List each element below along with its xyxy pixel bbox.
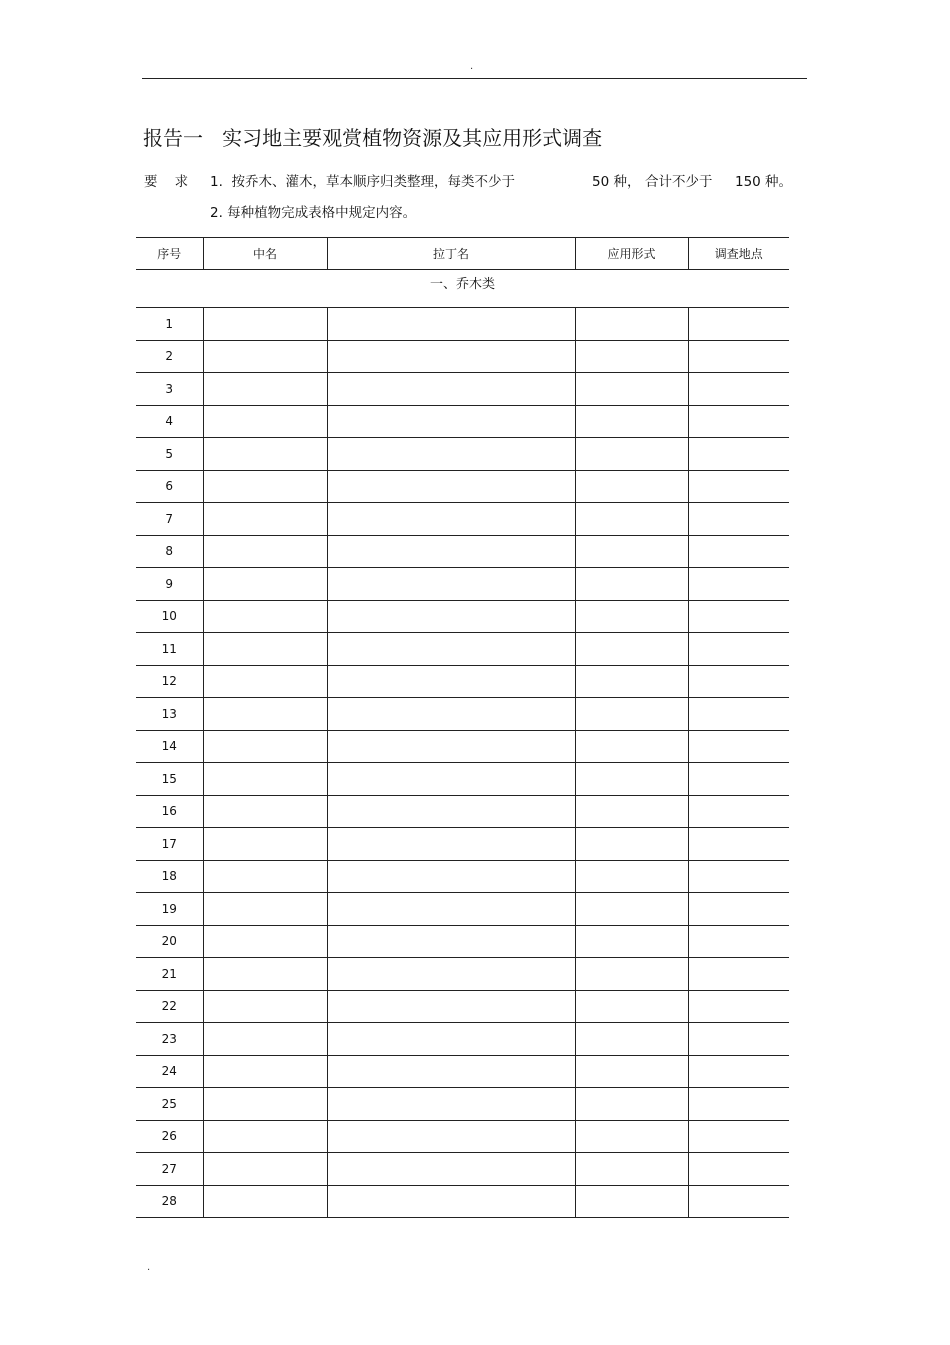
table-row — [136, 1185, 789, 1218]
survey-location-cell[interactable] — [688, 373, 789, 406]
latin-name-cell[interactable] — [327, 405, 575, 438]
latin-name-cell[interactable] — [327, 828, 575, 861]
survey-location-cell[interactable] — [688, 893, 789, 926]
latin-name-cell[interactable] — [327, 633, 575, 666]
table-row — [136, 1153, 789, 1186]
column-header-latin-name: 拉丁名 — [327, 238, 575, 270]
row-index: 16 — [136, 795, 203, 828]
table-row — [136, 308, 789, 341]
table-row — [136, 1023, 789, 1056]
row-index: 5 — [136, 438, 203, 471]
table-row — [136, 665, 789, 698]
row-index: 21 — [136, 958, 203, 991]
chinese-name-cell[interactable] — [203, 1185, 327, 1218]
chinese-name-cell[interactable] — [203, 1055, 327, 1088]
survey-location-cell[interactable] — [688, 503, 789, 536]
row-index: 13 — [136, 698, 203, 731]
application-form-cell[interactable] — [575, 633, 688, 666]
table-row — [136, 958, 789, 991]
chinese-name-cell[interactable] — [203, 925, 327, 958]
table-row — [136, 633, 789, 666]
table-row — [136, 503, 789, 536]
application-form-cell[interactable] — [575, 568, 688, 601]
application-form-cell[interactable] — [575, 1185, 688, 1218]
latin-name-cell[interactable] — [327, 535, 575, 568]
chinese-name-cell[interactable] — [203, 340, 327, 373]
row-index: 20 — [136, 925, 203, 958]
requirement-2-text: 2. 每种植物完成表格中规定内容。 — [210, 205, 417, 221]
application-form-cell[interactable] — [575, 893, 688, 926]
latin-name-cell[interactable] — [327, 795, 575, 828]
chinese-name-cell[interactable] — [203, 665, 327, 698]
survey-location-cell[interactable] — [688, 1023, 789, 1056]
column-header-index: 序号 — [136, 238, 203, 270]
column-header-survey-location: 调查地点 — [688, 238, 789, 270]
latin-name-cell[interactable] — [327, 308, 575, 341]
row-index: 9 — [136, 568, 203, 601]
application-form-cell[interactable] — [575, 665, 688, 698]
header-mark: . — [470, 61, 474, 72]
row-index: 19 — [136, 893, 203, 926]
latin-name-cell[interactable] — [327, 438, 575, 471]
survey-location-cell[interactable] — [688, 535, 789, 568]
column-header-application-form: 应用形式 — [575, 238, 688, 270]
table-row — [136, 405, 789, 438]
row-index: 6 — [136, 470, 203, 503]
row-index: 18 — [136, 860, 203, 893]
survey-location-cell[interactable] — [688, 600, 789, 633]
chinese-name-cell[interactable] — [203, 730, 327, 763]
latin-name-cell[interactable] — [327, 568, 575, 601]
survey-location-cell[interactable] — [688, 958, 789, 991]
table-header-row — [136, 238, 789, 270]
row-index: 28 — [136, 1185, 203, 1218]
application-form-cell[interactable] — [575, 795, 688, 828]
row-index: 1 — [136, 308, 203, 341]
chinese-name-cell[interactable] — [203, 503, 327, 536]
latin-name-cell[interactable] — [327, 763, 575, 796]
table-row — [136, 1055, 789, 1088]
chinese-name-cell[interactable] — [203, 633, 327, 666]
application-form-cell[interactable] — [575, 730, 688, 763]
latin-name-cell[interactable] — [327, 893, 575, 926]
row-index: 17 — [136, 828, 203, 861]
application-form-cell[interactable] — [575, 1055, 688, 1088]
survey-location-cell[interactable] — [688, 860, 789, 893]
category-label: 一、乔木类 — [136, 270, 789, 308]
table-row — [136, 730, 789, 763]
table-row — [136, 1120, 789, 1153]
chinese-name-cell[interactable] — [203, 958, 327, 991]
survey-location-cell[interactable] — [688, 438, 789, 471]
application-form-cell[interactable] — [575, 308, 688, 341]
application-form-cell[interactable] — [575, 340, 688, 373]
table-row — [136, 568, 789, 601]
latin-name-cell[interactable] — [327, 1153, 575, 1186]
row-index: 15 — [136, 763, 203, 796]
footer-mark: . — [147, 1262, 151, 1273]
row-index: 25 — [136, 1088, 203, 1121]
table-row — [136, 860, 789, 893]
survey-location-cell[interactable] — [688, 665, 789, 698]
application-form-cell[interactable] — [575, 503, 688, 536]
latin-name-cell[interactable] — [327, 1055, 575, 1088]
application-form-cell[interactable] — [575, 535, 688, 568]
latin-name-cell[interactable] — [327, 600, 575, 633]
latin-name-cell[interactable] — [327, 470, 575, 503]
table-row — [136, 1088, 789, 1121]
chinese-name-cell[interactable] — [203, 373, 327, 406]
chinese-name-cell[interactable] — [203, 860, 327, 893]
row-index: 10 — [136, 600, 203, 633]
application-form-cell[interactable] — [575, 828, 688, 861]
chinese-name-cell[interactable] — [203, 828, 327, 861]
chinese-name-cell[interactable] — [203, 438, 327, 471]
chinese-name-cell[interactable] — [203, 1153, 327, 1186]
latin-name-cell[interactable] — [327, 925, 575, 958]
survey-location-cell[interactable] — [688, 340, 789, 373]
application-form-cell[interactable] — [575, 405, 688, 438]
survey-location-cell[interactable] — [688, 828, 789, 861]
table-row — [136, 600, 789, 633]
row-index: 27 — [136, 1153, 203, 1186]
latin-name-cell[interactable] — [327, 340, 575, 373]
latin-name-cell[interactable] — [327, 1185, 575, 1218]
table-body — [136, 308, 789, 1218]
application-form-cell[interactable] — [575, 763, 688, 796]
latin-name-cell[interactable] — [327, 1088, 575, 1121]
application-form-cell[interactable] — [575, 438, 688, 471]
table-row — [136, 990, 789, 1023]
survey-location-cell[interactable] — [688, 1185, 789, 1218]
application-form-cell[interactable] — [575, 925, 688, 958]
survey-location-cell[interactable] — [688, 698, 789, 731]
column-header-chinese-name: 中名 — [203, 238, 327, 270]
application-form-cell[interactable] — [575, 373, 688, 406]
survey-location-cell[interactable] — [688, 1088, 789, 1121]
latin-name-cell[interactable] — [327, 860, 575, 893]
chinese-name-cell[interactable] — [203, 990, 327, 1023]
latin-name-cell[interactable] — [327, 373, 575, 406]
application-form-cell[interactable] — [575, 860, 688, 893]
table-row — [136, 763, 789, 796]
table-row — [136, 438, 789, 471]
row-index: 11 — [136, 633, 203, 666]
row-index: 8 — [136, 535, 203, 568]
survey-table — [136, 237, 789, 1218]
row-index: 14 — [136, 730, 203, 763]
row-index: 22 — [136, 990, 203, 1023]
latin-name-cell[interactable] — [327, 730, 575, 763]
application-form-cell[interactable] — [575, 600, 688, 633]
latin-name-cell[interactable] — [327, 1023, 575, 1056]
chinese-name-cell[interactable] — [203, 1023, 327, 1056]
requirement-1-count-per-class: 50 种， — [592, 174, 641, 190]
application-form-cell[interactable] — [575, 958, 688, 991]
chinese-name-cell[interactable] — [203, 470, 327, 503]
survey-location-cell[interactable] — [688, 1120, 789, 1153]
row-index: 26 — [136, 1120, 203, 1153]
survey-location-cell[interactable] — [688, 730, 789, 763]
survey-location-cell[interactable] — [688, 925, 789, 958]
requirement-1-text: 1. 按乔木、灌木，草本顺序归类整理，每类不少于 — [210, 174, 515, 190]
survey-location-cell[interactable] — [688, 763, 789, 796]
latin-name-cell[interactable] — [327, 503, 575, 536]
table-row — [136, 795, 789, 828]
chinese-name-cell[interactable] — [203, 568, 327, 601]
row-index: 12 — [136, 665, 203, 698]
survey-location-cell[interactable] — [688, 568, 789, 601]
chinese-name-cell[interactable] — [203, 795, 327, 828]
table-row — [136, 925, 789, 958]
table-row — [136, 535, 789, 568]
row-index: 4 — [136, 405, 203, 438]
application-form-cell[interactable] — [575, 1023, 688, 1056]
page-title: 报告一 实习地主要观赏植物资源及其应用形式调查 — [143, 126, 603, 150]
table-row — [136, 828, 789, 861]
chinese-name-cell[interactable] — [203, 1088, 327, 1121]
category-row — [136, 270, 789, 308]
chinese-name-cell[interactable] — [203, 893, 327, 926]
application-form-cell[interactable] — [575, 698, 688, 731]
latin-name-cell[interactable] — [327, 1120, 575, 1153]
chinese-name-cell[interactable] — [203, 698, 327, 731]
chinese-name-cell[interactable] — [203, 405, 327, 438]
survey-location-cell[interactable] — [688, 470, 789, 503]
row-index: 3 — [136, 373, 203, 406]
latin-name-cell[interactable] — [327, 958, 575, 991]
survey-location-cell[interactable] — [688, 308, 789, 341]
latin-name-cell[interactable] — [327, 990, 575, 1023]
survey-location-cell[interactable] — [688, 990, 789, 1023]
chinese-name-cell[interactable] — [203, 1120, 327, 1153]
survey-location-cell[interactable] — [688, 1153, 789, 1186]
application-form-cell[interactable] — [575, 990, 688, 1023]
requirement-1-total-label: 合计不少于 — [645, 174, 713, 190]
table-row — [136, 373, 789, 406]
latin-name-cell[interactable] — [327, 698, 575, 731]
row-index: 2 — [136, 340, 203, 373]
application-form-cell[interactable] — [575, 1153, 688, 1186]
survey-location-cell[interactable] — [688, 405, 789, 438]
table-row — [136, 893, 789, 926]
chinese-name-cell[interactable] — [203, 308, 327, 341]
table-row — [136, 698, 789, 731]
chinese-name-cell[interactable] — [203, 535, 327, 568]
survey-location-cell[interactable] — [688, 633, 789, 666]
survey-location-cell[interactable] — [688, 795, 789, 828]
table-row — [136, 470, 789, 503]
latin-name-cell[interactable] — [327, 665, 575, 698]
row-index: 23 — [136, 1023, 203, 1056]
row-index: 7 — [136, 503, 203, 536]
row-index: 24 — [136, 1055, 203, 1088]
header-rule — [142, 78, 807, 79]
requirement-1-total-count: 150 种。 — [735, 174, 793, 190]
survey-location-cell[interactable] — [688, 1055, 789, 1088]
chinese-name-cell[interactable] — [203, 763, 327, 796]
requirements-label: 要 求 — [144, 174, 189, 190]
application-form-cell[interactable] — [575, 470, 688, 503]
table-row — [136, 340, 789, 373]
application-form-cell[interactable] — [575, 1120, 688, 1153]
chinese-name-cell[interactable] — [203, 600, 327, 633]
application-form-cell[interactable] — [575, 1088, 688, 1121]
